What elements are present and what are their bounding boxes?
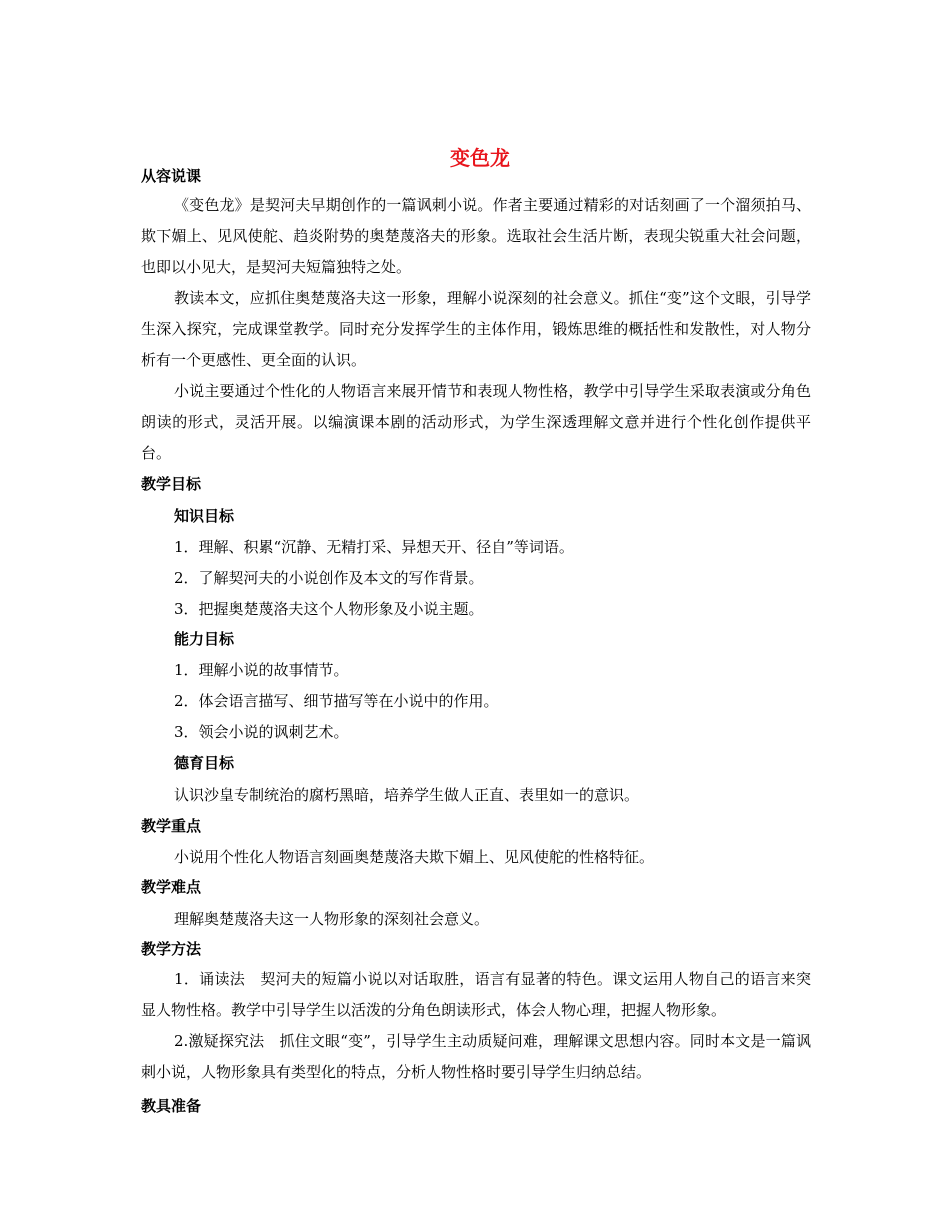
knowledge-goal-item: 3．把握奥楚蔑洛夫这个人物形象及小说主题。 <box>174 600 484 618</box>
section-heading-materials: 教具准备 <box>141 1097 202 1115</box>
section-heading-lesson-intro: 从容说课 <box>141 167 202 185</box>
difficulty-text: 理解奥楚蔑洛夫这一人物形象的深刻社会意义。 <box>174 910 490 928</box>
ability-goal-item: 3．领会小说的讽刺艺术。 <box>174 723 349 741</box>
intro-paragraph-3: 小说主要通过个性化的人物语言来展开情节和表现人物性格，教学中引导学生采取表演或分角色朗读的形式，灵活开展。以编演课本剧的活动形式，为学生深透理解文意并进行个性化创作提供平台。 <box>141 382 811 462</box>
knowledge-goal-item: 1．理解、积累“沉静、无精打采、异想天开、径自”等词语。 <box>174 538 574 556</box>
focus-text: 小说用个性化人物语言刻画奥楚蔑洛夫欺下媚上、见风使舵的性格特征。 <box>174 848 655 866</box>
method-paragraph-1: 1．诵读法 契河夫的短篇小说以对话取胜，语言有显著的特色。课文运用人物自己的语言来突显人物性格。教学中引导学生以活泼的分角色朗读形式，体会人物心理，把握人物形象。 <box>141 970 811 1019</box>
intro-paragraph-2: 教读本文，应抓住奥楚蔑洛夫这一形象，理解小说深刻的社会意义。抓住“变”这个文眼，引导学生深入探究，完成课堂教学。同时充分发挥学生的主体作用，锻炼思维的概括性和发散性，对人物分析有一个更感性、更全面的认识。 <box>141 289 811 369</box>
intro-paragraph-1: 《变色龙》是契河夫早期创作的一篇讽刺小说。作者主要通过精彩的对话刻画了一个溜须拍马、欺下媚上、见风使舵、趋炎附势的奥楚蔑洛夫的形象。选取社会生活片断，表现尖锐重大社会问题，也即以小见大，是契河夫短篇独特之处。 <box>141 196 811 276</box>
knowledge-goal-item: 2．了解契河夫的小说创作及本文的写作背景。 <box>174 569 484 587</box>
subheading-moral-goals: 德育目标 <box>174 754 235 772</box>
ability-goal-item: 2．体会语言描写、细节描写等在小说中的作用。 <box>174 692 499 710</box>
ability-goal-item: 1．理解小说的故事情节。 <box>174 661 349 679</box>
document-title: 变色龙 <box>450 146 510 170</box>
section-heading-focus: 教学重点 <box>141 817 202 835</box>
section-heading-difficulty: 教学难点 <box>141 878 202 896</box>
section-heading-methods: 教学方法 <box>141 940 202 958</box>
section-heading-goals: 教学目标 <box>141 475 202 493</box>
subheading-knowledge-goals: 知识目标 <box>174 507 235 525</box>
moral-goal-text: 认识沙皇专制统治的腐朽黑暗，培养学生做人正直、表里如一的意识。 <box>174 786 640 804</box>
subheading-ability-goals: 能力目标 <box>174 630 235 648</box>
method-paragraph-2: 2.激疑探究法 抓住文眼“变”，引导学生主动质疑问难，理解课文思想内容。同时本文是一篇讽刺小说，人物形象具有类型化的特点，分析人物性格时要引导学生归纳总结。 <box>141 1032 811 1081</box>
